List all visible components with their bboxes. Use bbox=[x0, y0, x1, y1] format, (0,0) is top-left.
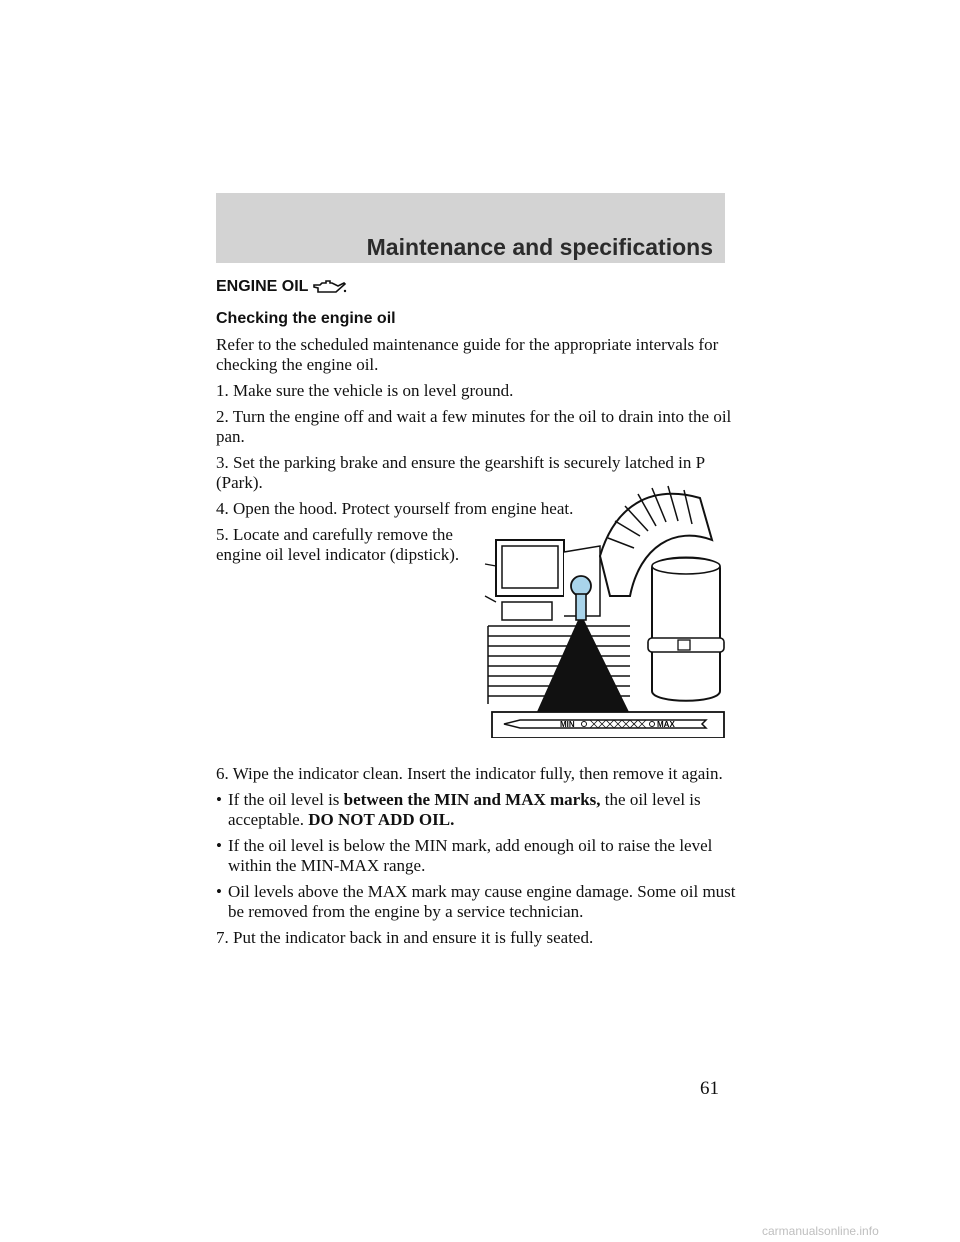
dipstick-illustration bbox=[480, 476, 725, 738]
max-label: MAX bbox=[657, 720, 675, 729]
sub-title: Checking the engine oil bbox=[216, 310, 396, 327]
min-label: MIN bbox=[560, 720, 575, 729]
page-header bbox=[216, 193, 725, 263]
page-number: 61 bbox=[700, 1078, 719, 1099]
lower-content bbox=[216, 764, 736, 948]
bullet-item: • If the oil level is between the MIN and MAX marks, the oil level is acceptable. DO NOT ADD OIL. bbox=[216, 790, 701, 829]
section-title bbox=[216, 276, 736, 298]
step-4: 4. Open the hood. Protect yourself from engine heat. bbox=[216, 499, 574, 518]
bullet-1-text: If the oil level is bbox=[228, 790, 344, 809]
bullet-3-text: Oil levels above the MAX mark may cause engine damage. Some oil must be removed from the engine by a service technician. bbox=[228, 882, 736, 921]
oil-can-icon bbox=[312, 279, 348, 295]
step-2: 2. Turn the engine off and wait a few minutes for the oil to drain into the oil pan. bbox=[216, 407, 732, 446]
intro-paragraph: Refer to the scheduled maintenance guide for the appropriate intervals for checking the engine oil. bbox=[216, 335, 719, 374]
section-title-text: ENGINE OIL bbox=[216, 278, 309, 295]
bullet-item: • If the oil level is below the MIN mark, add enough oil to raise the level within the MIN-MAX range. bbox=[216, 836, 736, 876]
bullet-1-mid: the oil level is acceptable. bbox=[228, 790, 701, 829]
header-title: Maintenance and specifications bbox=[366, 234, 713, 260]
bullet-1-bold: between the MIN and MAX marks, bbox=[343, 790, 601, 809]
step-5: 5. Locate and carefully remove the engine oil level indicator (dipstick). bbox=[216, 525, 460, 564]
bullet-item: • Oil levels above the MAX mark may cause engine damage. Some oil must be removed from the engine by a service technician. bbox=[216, 882, 736, 921]
watermark: carmanualsonline.info bbox=[762, 1224, 879, 1238]
step-3: 3. Set the parking brake and ensure the gearshift is securely latched in P (Park). bbox=[216, 453, 705, 492]
step-7: 7. Put the indicator back in and ensure it is fully seated. bbox=[216, 928, 594, 947]
bullet-1-warning: DO NOT ADD OIL. bbox=[308, 810, 455, 829]
step-1: 1. Make sure the vehicle is on level ground. bbox=[216, 381, 514, 400]
bullet-2-text: If the oil level is below the MIN mark, add enough oil to raise the level within the MIN-MAX range. bbox=[228, 836, 713, 875]
step-6: 6. Wipe the indicator clean. Insert the indicator fully, then remove it again. bbox=[216, 764, 723, 783]
